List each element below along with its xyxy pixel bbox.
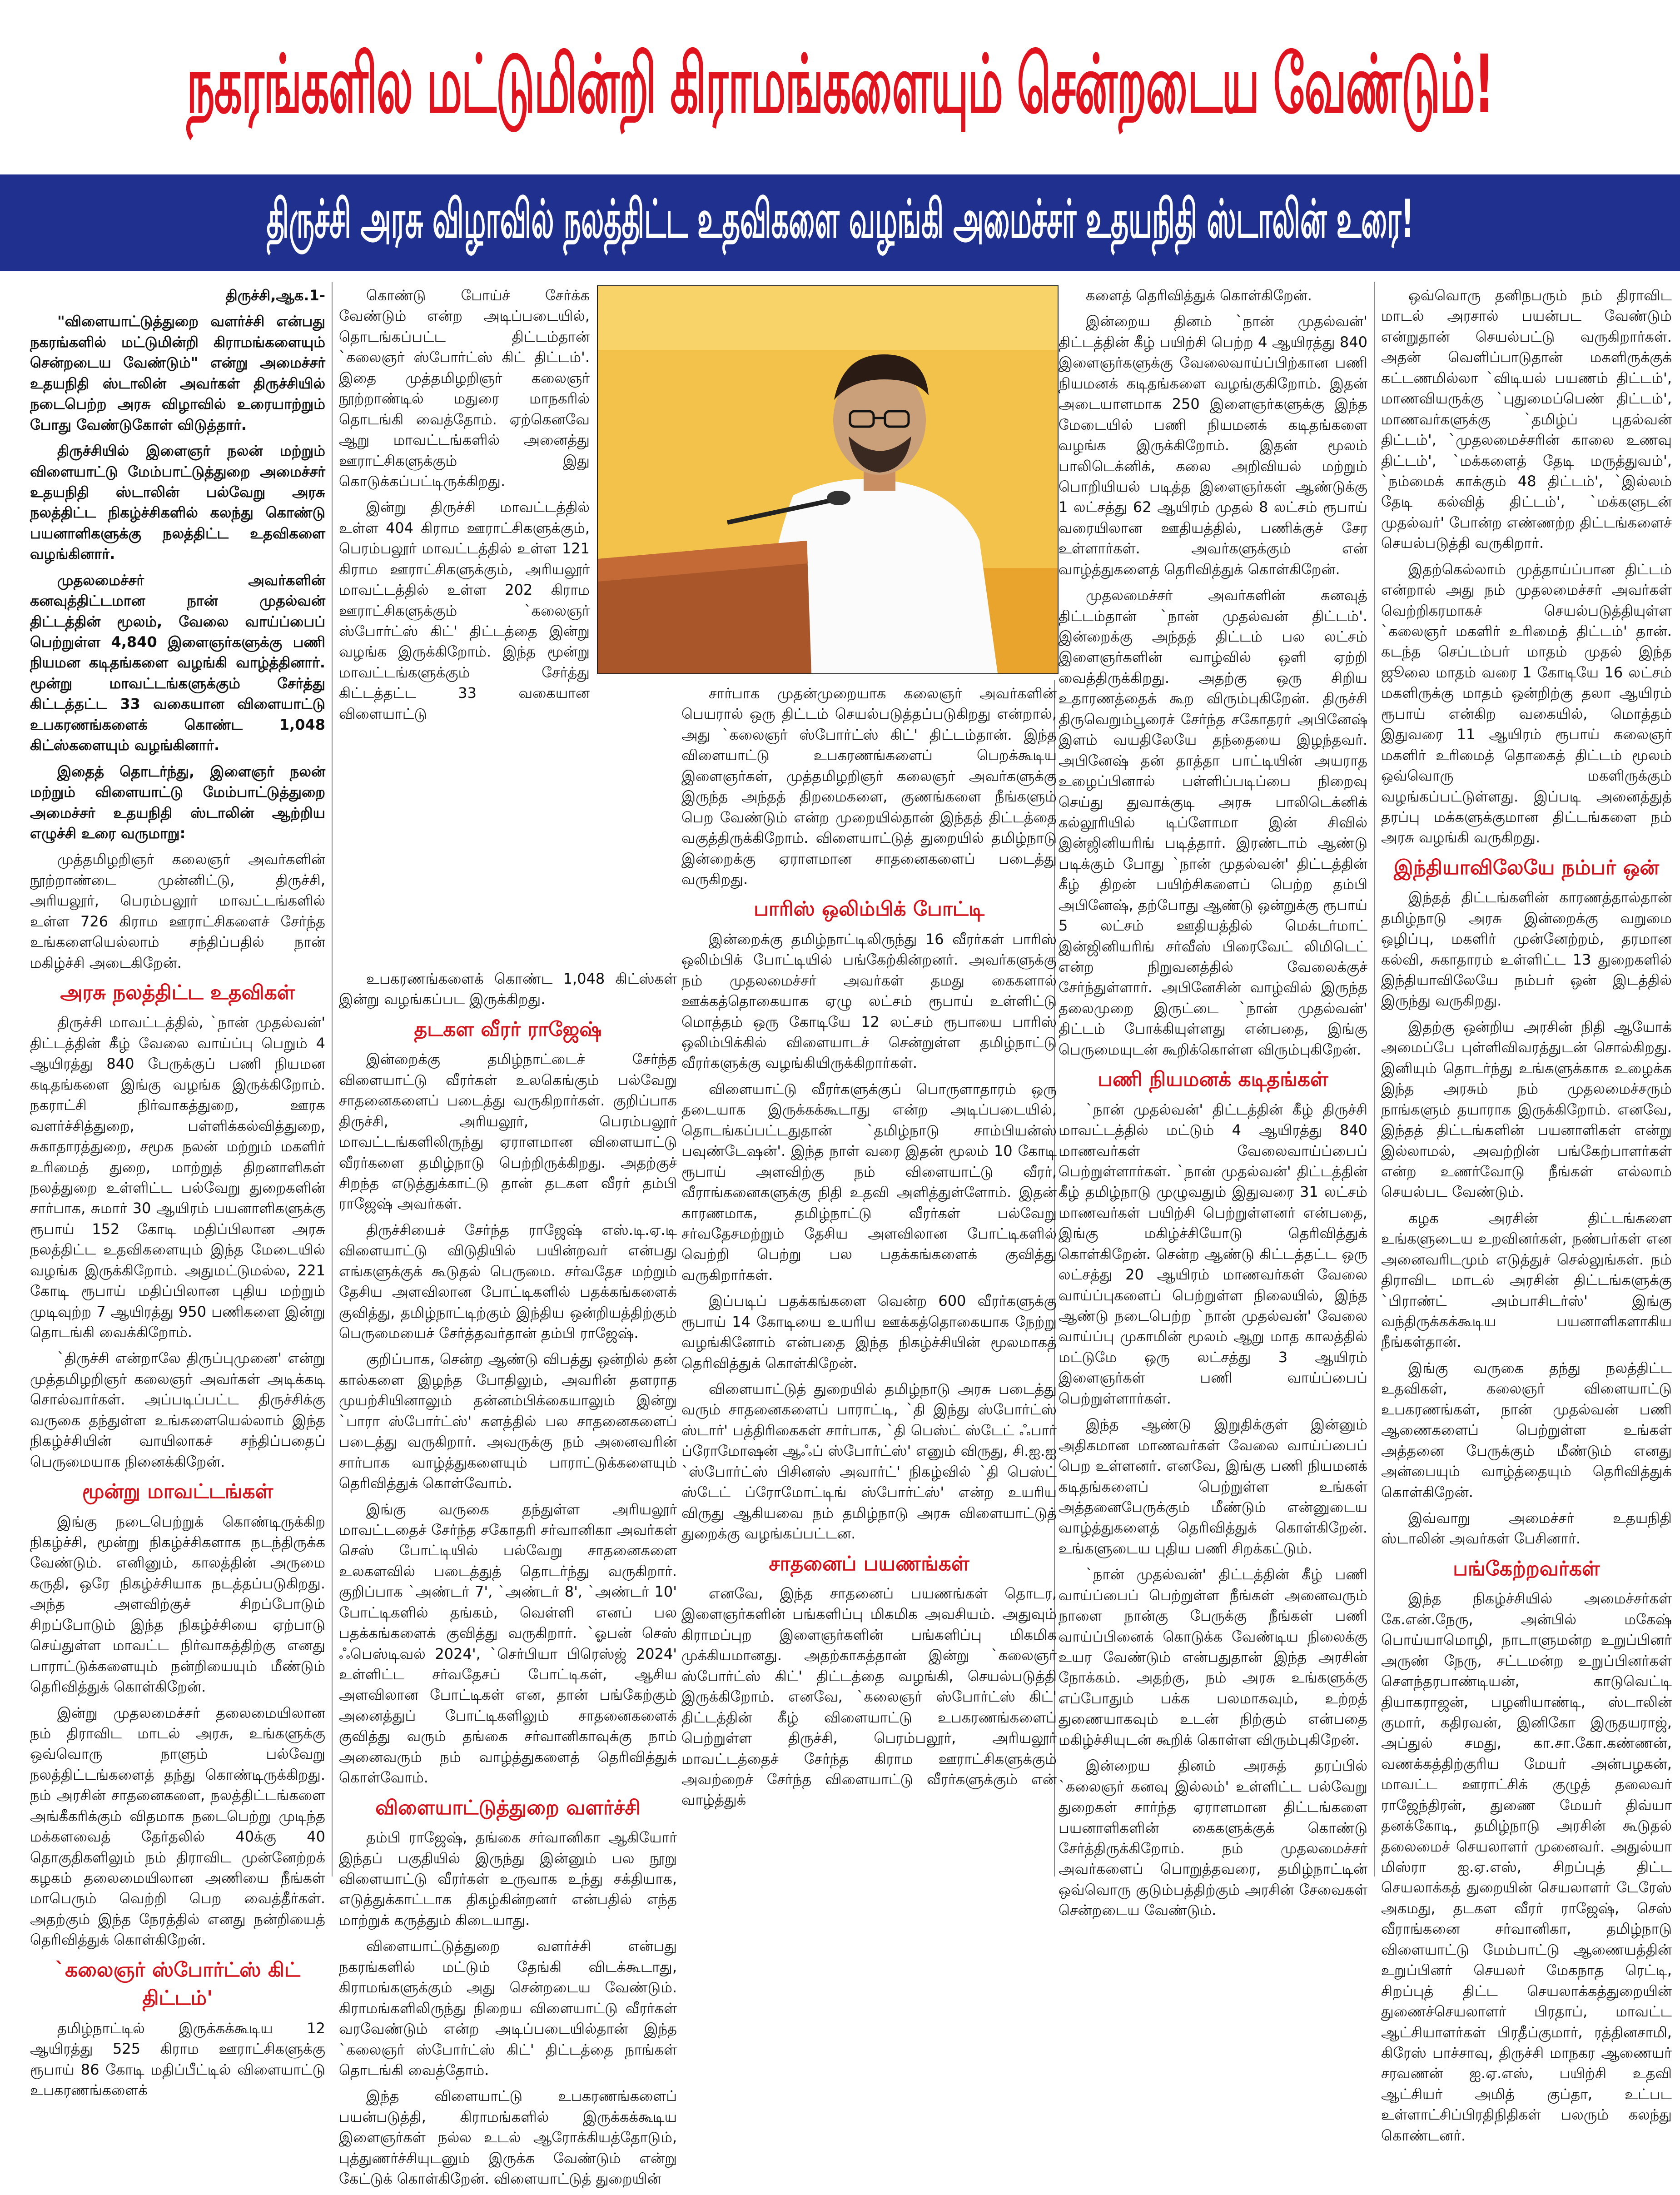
paragraph: திருச்சியில் இளைஞர் நலன் மற்றும் விளையாட்டு மேம்பாட்டுத்துறை அமைச்சர் உதயநிதி ஸ்டாலின் பல்வேறு அரசு நலத்திட்ட நிகழ்ச்சிகளில் கலந்து கொண்டு பயனாளிகளுக்கு நலத்திட்ட உதவிகளை வழங்கினார்.	[30, 442, 325, 563]
section-heading: இந்தியாவிலேயே நம்பர் ஒன்	[1393, 856, 1660, 879]
article-column-1	[30, 285, 325, 2106]
sub-headline: திருச்சி அரசு விழாவில் நலத்திட்ட உதவிகளை வழங்கி அமைச்சர் உதயநிதி ஸ்டாலின் உரை!	[266, 188, 1414, 250]
paragraph: இந்த நிகழ்ச்சியில் அமைச்சர்கள் கே.என்.நேரு, அன்பில் மகேஷ் பொய்யாமொழி, நாடாளுமன்ற உறுப்பினர் அருண் நேரு, சட்டமன்ற உறுப்பினர்கள் சௌந்தரபாண்டியன், காடுவெட்டி தியாகராஜன், பழனியாண்டி, ஸ்டாலின் குமார், கதிரவன், இனிகோ இருதயராஜ், அப்துல் சமது, கா.சா.கோ.கண்ணன், வணக்கத்திற்குரிய மேயர் அன்பழகன், மாவட்ட ஊராட்சிக் குழுத் தலைவர் ராஜேந்திரன், துணை மேயர் திவ்யா தனக்கோடி, தமிழ்நாடு அரசின் கூடுதல் தலைமைச் செயலாளர் முனைவர். அதுல்யா மிஸ்ரா ஐ.ஏ.எஸ், சிறப்புத் திட்ட செயலாக்கத் துறையின் செயலாளர் டேரேஸ் அகமது, தடகள வீரர் ராஜேஷ், செஸ் வீராங்கனை சர்வானிகா, தமிழ்நாடு விளையாட்டு மேம்பாட்டு ஆணையத்தின் உறுப்பினர் செயலர் மேகநாத ரெட்டி, சிறப்புத் திட்ட செயலாக்கத்துறையின் துணைச்செயலாளர் பிரதாப், மாவட்ட ஆட்சியாளர்கள் பிரதீப்குமார், ரத்தினசாமி, கிரேஸ் பாச்சாவு, திருச்சி மாநகர ஆணையர் சரவணன் ஐ.ஏ.எஸ், பயிற்சி உதவி ஆட்சியர் அமித் குப்தா, உட்பட உள்ளாட்சிப்பிரதிநிதிகள் பலரும் கலந்து கொண்டனர்.	[1381, 1590, 1672, 2144]
paragraph: முத்தமிழறிஞர் கலைஞர் அவர்களின் நூற்றாண்டை முன்னிட்டு, திருச்சி, அரியலூர், பெரம்பலூர் மாவட்டங்களில் உள்ள 726 கிராம ஊராட்சிகளைச் சேர்ந்த உங்களையெல்லாம் சந்திப்பதில் நான் மகிழ்ச்சி அடைகிறேன்.	[30, 851, 325, 971]
paragraph: இங்கு நடைபெற்றுக் கொண்டிருக்கிற நிகழ்ச்சி, மூன்று நிகழ்ச்சிகளாக நடந்திருக்க வேண்டும். எனினும், காலத்தின் அருமை கருதி, ஒரே நிகழ்ச்சியாக நடத்தப்படுகிறது. அந்த அளவிற்குச் சிறப்போடும் சிறப்போடும் இந்த நிகழ்ச்சியை ஏற்பாடு செய்துள்ள மாவட்ட நிர்வாகத்திற்கு எனது பாராட்டுக்களையும் நன்றியையும் மீண்டும் தெரிவித்துக் கொள்கிறேன்.	[30, 1513, 325, 1696]
paragraph: சார்பாக முதன்முறையாக கலைஞர் அவர்களின் பெயரால் ஒரு திட்டம் செயல்படுத்தப்படுகிறது என்றால், அது `கலைஞர் ஸ்போர்ட்ஸ் கிட்' திட்டம்தான். இந்த விளையாட்டு உபகரணங்களைப் பெறக்கூடிய இளைஞர்கள், முத்தமிழறிஞர் கலைஞர் அவர்களுக்கு இருந்த அந்தத் திறமைகளை, குணங்களை நீங்களும் பெற வேண்டும் என்ற முறையில்தான் இந்தத் திட்டத்தை வகுத்திருக்கிறோம். விளையாட்டுத் துறையில் தமிழ்நாடு இன்றைக்கு ஏராளமான சாதனைகளைப் படைத்து வருகிறது.	[681, 685, 1057, 888]
paragraph: இன்றைக்கு தமிழ்நாட்டிலிருந்து 16 வீரர்கள் பாரிஸ் ஒலிம்பிக் போட்டியில் பங்கேற்கின்றனர். அவர்களுக்கு நம் முதலமைச்சர் அவர்கள் தமது கைகளால் ஊக்கத்தொகையாக ஏழு லட்சம் ரூபாய் உள்ளிட்டு மொத்தம் ஒரு கோடியே 12 லட்சம் ரூபாயை பாரிஸ் ஒலிம்பிக்கில் விளையாடச் சென்றுள்ள தமிழ்நாட்டு வீரர்களுக்கு வழங்கியிருக்கிறார்கள்.	[681, 930, 1057, 1072]
speaker-photo	[597, 285, 1059, 674]
paragraph: விளையாட்டு வீரர்களுக்குப் பொருளாதாரம் ஒரு தடையாக இருக்கக்கூடாது என்ற அடிப்படையில், தொடங்கப்பட்டதுதான் `தமிழ்நாடு சாம்பியன்ஸ் பவுண்டேஷன்'. இந்த நாள் வரை இதன் மூலம் 10 கோடி ரூபாய் அளவிற்கு நம் விளையாட்டு வீரர், வீராங்கனைகளுக்கு நிதி உதவி அளித்துள்ளோம். இதன் காரணமாக, தமிழ்நாட்டு வீரர்கள் பல்வேறு சர்வதேசமற்றும் தேசிய அளவிலான போட்டிகளில் வெற்றி பெற்று பல பதக்கங்களைக் குவித்து வருகிறார்கள்.	[681, 1080, 1057, 1284]
paragraph: குறிப்பாக, சென்ற ஆண்டு விபத்து ஒன்றில் தன் கால்களை இழந்த போதிலும், அவரின் தளராத முயற்சியினாலும் தன்னம்பிக்கையாலும் இன்று `பாரா ஸ்போர்ட்ஸ்' களத்தில் பல சாதனைகளைப் படைத்து வருகிறார். அவருக்கு நம் அனைவரின் சார்பாக வாழ்த்துகளையும் பாராட்டுக்களையும் தெரிவித்துக் கொள்வோம்.	[339, 1350, 677, 1492]
paragraph: இன்றைக்கு தமிழ்நாட்டைச் சேர்ந்த விளையாட்டு வீரர்கள் உலகெங்கும் பல்வேறு சாதனைகளைப் படைத்து வருகிறார்கள். குறிப்பாக திருச்சி, அரியலூர், பெரம்பலூர் மாவட்டங்களிலிருந்து ஏராளமான விளையாட்டு வீரர்களை தமிழ்நாடு பெற்றிருக்கிறது. அதற்குச் சிறந்த எடுத்துக்காட்டு தான் தடகள வீரர் தம்பி ராஜேஷ் அவர்கள்.	[339, 1050, 677, 1213]
section-heading: பாரிஸ் ஒலிம்பிக் போட்டி	[754, 897, 984, 921]
paragraph: கழக அரசின் திட்டங்களை உங்களுடைய உறவினர்கள், நண்பர்கள் என அனைவரிடமும் எடுத்துச் செல்லுங்கள். நம் திராவிட மாடல் அரசின் திட்டங்களுக்கு `பிராண்ட் அம்பாசிடர்ஸ்' இங்கு வந்திருக்கக்கூடிய பயனாளிகளாகிய நீங்கள்தான்.	[1381, 1209, 1672, 1351]
paragraph: இங்கு வருகை தந்துள்ள அரியலூர் மாவட்டதைச் சேர்ந்த சகோதரி சர்வானிகா அவர்கள் செஸ் போட்டியில் பல்வேறு சாதனைகளை உலகளவில் படைத்துத் தொடர்ந்து வருகிறார். குறிப்பாக `அண்டர் 7', `அண்டர் 8', `அண்டர் 10' போட்டிகளில் தங்கம், வெள்ளி எனப் பல பதக்கங்களைக் குவித்து வருகிறார். `ஓபன் செஸ் ஃபெஸ்டிவல் 2024', `செர்பியா பிரெஸ்ஜ் 2024' உள்ளிட்ட சர்வதேசப் போட்டிகள், ஆசிய அளவிலான போட்டிகள் என, தான் பங்கேற்கும் அனைத்துப் போட்டிகளிலும் சாதனைகளைக் குவித்து வரும் தங்கை சர்வானிகாவுக்கு நாம் அனைவரும் நம் வாழ்த்துகளைத் தெரிவித்துக் கொள்வோம்.	[339, 1500, 677, 1787]
dateline: திருச்சி,ஆக.1-	[225, 287, 325, 304]
paragraph: `நான் முதல்வன்' திட்டத்தின் கீழ் பணி வாய்ப்பைப் பெற்றுள்ள நீங்கள் அனைவரும் நாளை நான்கு பேருக்கு நீங்கள் பணி வாய்ப்பினைக் கொடுக்க வேண்டிய நிலைக்கு உயர வேண்டும் என்பதுதான் இந்த அரசின் நோக்கம். அதற்கு, நம் அரசு உங்களுக்கு எப்போதும் பக்க பலமாகவும், உற்றத் துணையாகவும் உடன் நிற்கும் என்பதை மகிழ்ச்சியுடன் கூறிக் கொள்ள விரும்புகிறேன்.	[1059, 1566, 1367, 1748]
section-heading: `கலைஞர் ஸ்போர்ட்ஸ் கிட் திட்டம்'	[55, 1958, 300, 2010]
paragraph: இதற்கு ஒன்றிய அரசின் நிதி ஆயோக் அமைப்பே புள்ளிவிவரத்துடன் சொல்கிறது. இனியும் தொடர்ந்து உங்களுக்காக உழைக்க இந்த அரசும் நம் முதலமைச்சரும் நாங்களும் தயாராக இருக்கிறோம். எனவே, இந்தத் திட்டங்களின் பயனாளிகள் என்று இல்லாமல், அவற்றின் பங்கேற்பாளர்கள் என்ற உணர்வோடு நீங்கள் எல்லாம் செயல்பட வேண்டும்.	[1381, 1018, 1672, 1201]
paragraph: இன்று முதலமைச்சர் தலைமையிலான நம் திராவிட மாடல் அரசு, உங்களுக்கு ஒவ்வொரு நாளும் பல்வேறு நலத்திட்டங்களைத் தந்து கொண்டிருக்கிறது. நம் அரசின் சாதனைகளை, நலத்திட்டங்களை அங்கீகரிக்கும் விதமாக நடைபெற்று முடிந்த மக்களவைத் தேர்தலில் 40க்கு 40 தொகுதிகளிலும் நம் திராவிட முன்னேற்றக் கழகம் தலைமையிலான அணியை நீங்கள் மாபெரும் வெற்றி பெற வைத்தீர்கள். அதற்கும் இந்த நேரத்தில் எனது நன்றியைத் தெரிவித்துக் கொள்கிறேன்.	[30, 1704, 325, 1949]
paragraph: இன்றைய தினம் அரசுத் தரப்பில் `கலைஞர் கனவு இல்லம்' உள்ளிட்ட பல்வேறு துறைகள் சார்ந்த ஏராளமான திட்டங்களை பயனாளிகளின் கைகளுக்குக் கொண்டு சேர்த்திருக்கிறோம். நம் முதலமைச்சர் அவர்களைப் பொறுத்தவரை, தமிழ்நாட்டின் ஒவ்வொரு குடும்பத்திற்கும் அரசின் சேவைகள் சென்றடைய வேண்டும்.	[1059, 1757, 1367, 1919]
paragraph: தம்பி ராஜேஷ், தங்கை சர்வானிகா ஆகியோர் இந்தப் பகுதியில் இருந்து இன்னும் பல நூறு விளையாட்டு வீரர்கள் உருவாக உந்து சக்தியாக, எடுத்துக்காட்டாக திகழ்கின்றனர் என்பதில் எந்த மாற்றுக் கருத்தும் கிடையாது.	[339, 1829, 677, 1929]
article-column-3	[681, 683, 1057, 1816]
paragraph: இவ்வாறு அமைச்சர் உதயநிதி ஸ்டாலின் அவர்கள் பேசினார்.	[1381, 1509, 1672, 1548]
paragraph: விளையாட்டுத்துறை வளர்ச்சி என்பது நகரங்களில் மட்டும் தேங்கி விடக்கூடாது, கிராமங்களுக்கும் அது சென்றடைய வேண்டும். கிராமங்களிலிருந்து நிறைய விளையாட்டு வீரர்கள் வரவேண்டும் என்ற அடிப்படையில்தான் இந்த `கலைஞர் ஸ்போர்ட்ஸ் கிட்' திட்டத்தை நாங்கள் தொடங்கி வைத்தோம்.	[339, 1937, 677, 2079]
paragraph: எனவே, இந்த சாதனைப் பயணங்கள் தொடர, இளைஞர்களின் பங்களிப்பு மிகமிக அவசியம். அதுவும் கிராமப்புற இளைஞர்களின் பங்களிப்பு மிகமிக முக்கியமானது. அதற்காகத்தான் இன்று `கலைஞர் ஸ்போர்ட்ஸ் கிட்' திட்டத்தை வழங்கி, செயல்படுத்தி இருக்கிறோம். எனவே, `கலைஞர் ஸ்போர்ட்ஸ் கிட்' திட்டத்தின் கீழ் விளையாட்டு உபகரணங்களைப் பெற்றுள்ள திருச்சி, பெரம்பலூர், அரியலூர் மாவட்டத்தைச் சேர்ந்த கிராம ஊராட்சிகளுக்கும் அவற்றைச் சேர்ந்த விளையாட்டு வீரர்களுக்கும் என் வாழ்த்துக்	[681, 1585, 1057, 1809]
headline-banner	[0, 0, 1680, 169]
paragraph: இதற்கெல்லாம் முத்தாய்ப்பான திட்டம் என்றால் அது நம் முதலமைச்சர் அவர்கள் வெற்றிகரமாகச் செயல்படுத்தியுள்ள `கலைஞர் மகளிர் உரிமைத் திட்டம்' தான். கடந்த செப்டம்பர் மாதம் முதல் இந்த ஜூலை மாதம் வரை 1 கோடியே 16 லட்சம் மகளிருக்கு மாதம் ஒன்றிற்கு தலா ஆயிரம் ரூபாய் என்கிற வகையில், மொத்தம் இதுவரை 11 ஆயிரம் ரூபாய் கலைஞர் மகளிர் உரிமைத் தொகைத் திட்டம் மூலம் ஒவ்வொரு மகளிருக்கும் வழங்கப்பட்டுள்ளது. இப்படி அனைத்துத் தரப்பு மக்களுக்குமான திட்டங்களை நம் அரசு வழங்கி வருகிறது.	[1381, 560, 1672, 846]
paragraph: தமிழ்நாட்டில் இருக்கக்கூடிய 12 ஆயிரத்து 525 கிராம ஊராட்சிகளுக்கு ரூபாய் 86 கோடி மதிப்பீட்டில் விளையாட்டு உபகரணங்களைக்	[30, 2019, 325, 2099]
paragraph: இந்த விளையாட்டு உபகரணங்களைப் பயன்படுத்தி, கிராமங்களில் இருக்கக்கூடிய இளைஞர்கள் நல்ல உடல் ஆரோக்கியத்தோடும், புத்துணர்ச்சியுடனும் இருக்க வேண்டும் என்று கேட்டுக் கொள்கிறேன். விளையாட்டுத் துறையின்	[339, 2087, 677, 2188]
paragraph: "விளையாட்டுத்துறை வளர்ச்சி என்பது நகரங்களில் மட்டுமின்றி கிராமங்களையும் சென்றடைய வேண்டும்" என்று அமைச்சர் உதயநிதி ஸ்டாலின் அவர்கள் திருச்சியில் நடைபெற்ற அரசு விழாவில் உரையாற்றும் போது வேண்டுகோள் விடுத்தார்.	[30, 313, 325, 433]
section-heading: பணி நியமனக் கடிதங்கள்	[1098, 1068, 1328, 1091]
paragraph: `திருச்சி என்றாலே திருப்புமுனை' என்று முத்தமிழறிஞர் கலைஞர் அவர்கள் அடிக்கடி சொல்வார்கள். அப்படிப்பட்ட திருச்சிக்கு வருகை தந்துள்ள உங்களையெல்லாம் இந்த நிகழ்ச்சியின் வாயிலாகச் சந்திப்பதைப் பெருமையாக நினைக்கிறேன்.	[30, 1349, 325, 1470]
paragraph: இன்றைய தினம் `நான் முதல்வன்' திட்டத்தின் கீழ் பயிற்சி பெற்ற 4 ஆயிரத்து 840 இளைஞர்களுக்கு வேலைவாய்ப்பிற்கான பணி நியமனக் கடிதங்களை வழங்குகிறோம். இதன் அடையாளமாக 250 இளைஞர்களுக்கு இந்த மேடையில் பணி நியமனக் கடிதங்களை வழங்க இருக்கிறோம். இதன் மூலம் பாலிடெக்னிக், கலை அறிவியல் மற்றும் பொறியியல் படித்த இளைஞர்கள் ஆண்டுக்கு 1 லட்சத்து 62 ஆயிரம் முதல் 8 லட்சம் ரூபாய் வரையிலான ஊதியத்தில், பணிக்குச் சேர உள்ளார்கள். அவர்களுக்கும் என் வாழ்த்துகளைத் தெரிவித்துக் கொள்கிறேன்.	[1059, 313, 1367, 578]
paragraph: முதலமைச்சர் அவர்களின் கனவுத்திட்டமான நான் முதல்வன் திட்டத்தின் மூலம், வேலை வாய்ப்பைப் பெற்றுள்ள 4,840 இளைஞர்களுக்கு பணி நியமன கடிதங்களை வழங்கி வாழ்த்தினார். மூன்று மாவட்டங்களுக்கும் சேர்த்து கிட்டத்தட்ட 33 வகையான விளையாட்டு உபகரணங்களைக் கொண்ட 1,048 கிட்ஸ்களையும் வழங்கினார்.	[30, 571, 325, 754]
paragraph: இந்த ஆண்டு இறுதிக்குள் இன்னும் அதிகமான மாணவர்கள் வேலை வாய்ப்பைப் பெற உள்ளனர். எனவே, இங்கு பணி நியமனக் கடிதங்களைப் பெற்றுள்ள உங்கள் அத்தனைபேருக்கும் மீண்டும் என்னுடைய வாழ்த்துகளைத் தெரிவித்துக் கொள்கிறேன். உங்களுடைய புதிய பணி சிறக்கட்டும்.	[1059, 1416, 1367, 1557]
section-heading: சாதனைப் பயணங்கள்	[769, 1552, 969, 1575]
paragraph: உபகரணங்களைக் கொண்ட 1,048 கிட்ஸ்கள் இன்று வழங்கப்பட இருக்கிறது.	[339, 970, 677, 1008]
section-heading: தடகள வீரர் ராஜேஷ்	[414, 1017, 602, 1041]
subheadline-bar	[0, 174, 1680, 271]
paragraph: களைத் தெரிவித்துக் கொள்கிறேன்.	[1086, 287, 1312, 304]
speaker-at-podium-illustration	[598, 286, 1058, 673]
paragraph: திருச்சி மாவட்டத்தில், `நான் முதல்வன்' திட்டத்தின் கீழ் வேலை வாய்ப்பு பெறும் 4 ஆயிரத்து 840 பேருக்குப் பணி நியமன கடிதங்களை இங்கு வழங்க இருக்கிறோம். நகராட்சி நிர்வாகத்துறை, ஊரக வளர்ச்சித்துறை, பள்ளிக்கல்வித்துறை, சுகாதாரத்துறை, சமூக நலன் மற்றும் மகளிர் உரிமைத் துறை, மாற்றுத் திறனாளிகள் நலத்துறை உள்ளிட்ட பல்வேறு துறைகளின் சார்பாக, சுமார் 30 ஆயிரம் பயனாளிகளுக்கு ரூபாய் 152 கோடி மதிப்பிலான அரசு நலத்திட்ட உதவிகளையும் இந்த மேடையில் வழங்க இருக்கிறோம். அதுமட்டுமல்ல, 221 கோடி ரூபாய் மதிப்பிலான புதிய மற்றும் முடிவுற்ற 7 ஆயிரத்து 950 பணிகளை இன்று தொடங்கி வைக்கிறோம்.	[30, 1014, 325, 1341]
paragraph: இங்கு வருகை தந்து நலத்திட்ட உதவிகள், கலைஞர் விளையாட்டு உபகரணங்கள், நான் முதல்வன் பணி ஆணைகளைப் பெற்றுள்ள உங்கள் அத்தனை பேருக்கும் மீண்டும் எனது அன்பையும் வாழ்த்தையும் தெரிவித்துக் கொள்கிறேன்.	[1381, 1359, 1672, 1501]
paragraph: முதலமைச்சர் அவர்களின் கனவுத் திட்டம்தான் `நான் முதல்வன் திட்டம்'. இன்றைக்கு அந்தத் திட்டம் பல லட்சம் இளைஞர்களின் வாழ்வில் ஒளி ஏற்றி வைத்திருக்கிறது. அதற்கு ஒரு சிறிய உதாரணத்தைக் கூற விரும்புகிறேன். திருச்சி திருவெறும்பூரைச் சேர்ந்த சகோதரர் அபினேஷ் இளம் வயதிலேயே தந்தையை இழந்தவர். அபினேஷ் தன் தாத்தா பாட்டியின் அயராத உழைப்பினால் பள்ளிப்படிப்பை நிறைவு செய்து துவாக்குடி அரசு பாலிடெக்னிக் கல்லூரியில் டிப்ளோமா இன் சிவில் இன்ஜினியரிங் படித்தார். இரண்டாம் ஆண்டு படிக்கும் போது `நான் முதல்வன்' திட்டத்தின் கீழ் திறன் பயிற்சிகளைப் பெற்ற தம்பி அபினேஷ், தற்போது ஆண்டு ஒன்றுக்கு ரூபாய் 5 லட்சம் ஊதியத்தில் மெக்டர்மாட் இன்ஜினியரிங் சர்வீஸ் பிரைவேட் லிமிடெட் என்ற நிறுவனத்தில் வேலைக்குச் சேர்ந்துள்ளார். அபினேசின் வாழ்வில் இருந்த தலைமுறை இருட்டை `நான் முதல்வன்' திட்டம் போக்கியுள்ளது என்பதை, இங்கு பெருமையுடன் கூறிக்கொள்ள விரும்புகிறேன்.	[1059, 587, 1367, 1058]
article-column-4	[1059, 285, 1367, 1926]
article-column-5	[1381, 285, 1672, 2151]
paragraph: ஒவ்வொரு தனிநபரும் நம் திராவிட மாடல் அரசால் பயன்பட வேண்டும் என்றுதான் செயல்பட்டு வருகிறார்கள். அதன் வெளிப்பாடுதான் மகளிருக்குக் கட்டணமில்லா `விடியல் பயணம் திட்டம்', மாணவியருக்கு `புதுமைப்பெண் திட்டம்', மாணவர்களுக்கு `தமிழ்ப் புதல்வன் திட்டம்', `முதலமைச்சரின் காலை உணவு திட்டம்', `மக்களைத் தேடி மருத்துவம்', `நம்மைக் காக்கும் 48 திட்டம்', `இல்லம் தேடி கல்வித் திட்டம்', `மக்களுடன் முதல்வர்' போன்ற எண்ணற்ற திட்டங்களைச் செயல்படுத்தி வருகிறார்.	[1381, 287, 1672, 552]
paragraph: விளையாட்டுத் துறையில் தமிழ்நாடு அரசு படைத்து வரும் சாதனைகளைப் பாராட்டி, `தி இந்து ஸ்போர்ட்ஸ் ஸ்டார்' பத்திரிகைகள் சார்பாக, `தி பெஸ்ட் ஸ்டேட் ஃபார் ப்ரோமோஷன் ஆஃப் ஸ்போர்ட்ஸ்' எனும் விருது, சி.ஐ.ஐ `ஸ்போர்ட்ஸ் பிசினஸ் அவார்ட்' நிகழ்வில் `தி பெஸ்ட் ஸ்டேட் ப்ரோமோட்டிங் ஸ்போர்ட்ஸ்' என்ற உயரிய விருது ஆகியவை நம் தமிழ்நாடு அரசு விளையாட்டுத் துறைக்கு வழங்கப்பட்டன.	[681, 1380, 1057, 1543]
column-rule	[332, 282, 333, 1876]
paragraph: இப்படிப் பதக்கங்களை வென்ற 600 வீரர்களுக்கு ரூபாய் 14 கோடியை உயரிய ஊக்கத்தொகையாக நேற்று வழங்கினோம் என்பதை இந்த நிகழ்ச்சியின் மூலமாகத் தெரிவித்துக் கொள்கிறேன்.	[681, 1292, 1057, 1372]
paragraph: இன்று திருச்சி மாவட்டத்தில் உள்ள 404 கிராம ஊராட்சிகளுக்கும், பெரம்பலூர் மாவட்டத்தில் உள்ள 121 கிராம ஊராட்சிகளுக்கும், அரியலூர் மாவட்டத்தில் உள்ள 202 கிராம ஊராட்சிகளுக்கும் `கலைஞர் ஸ்போர்ட்ஸ் கிட்' திட்டத்தை இன்று வழங்க இருக்கிறோம். இந்த மூன்று மாவட்டங்களுக்கும் சேர்த்து கிட்டத்தட்ட 33 வகையான விளையாட்டு	[339, 498, 590, 722]
paragraph: கொண்டு போய்ச் சேர்க்க வேண்டும் என்ற அடிப்படையில், தொடங்கப்பட்ட திட்டம்தான் `கலைஞர் ஸ்போர்ட்ஸ் கிட் திட்டம்'. இதை முத்தமிழறிஞர் கலைஞர் நூற்றாண்டில் மதுரை மாநகரில் தொடங்கி வைத்தோம். ஏற்கெனவே ஆறு மாவட்டங்களில் அனைத்து ஊராட்சிகளுக்கும் இது கொடுக்கப்பட்டிருக்கிறது.	[339, 287, 590, 490]
paragraph: `நான் முதல்வன்' திட்டத்தின் கீழ் திருச்சி மாவட்டத்தில் மட்டும் 4 ஆயிரத்து 840 மாணவர்கள் வேலைவாய்ப்பைப் பெற்றுள்ளார்கள். `நான் முதல்வன்' திட்டத்தின் கீழ் தமிழ்நாடு முழுவதும் இதுவரை 31 லட்சம் மாணவர்கள் பயிற்சி பெற்றுள்ளனர் என்பதை, இங்கு மகிழ்ச்சியோடு தெரிவித்துக் கொள்கிறேன். சென்ற ஆண்டு கிட்டத்தட்ட ஒரு லட்சத்து 20 ஆயிரம் மாணவர்கள் வேலை வாய்ப்புகளைப் பெற்றுள்ள நிலையில், இந்த ஆண்டு நடைபெற்ற `நான் முதல்வன்' வேலை வாய்ப்பு முகாமின் மூலம் ஆறு மாத காலத்தில் மட்டுமே ஒரு லட்சத்து 3 ஆயிரம் இளைஞர்கள் பணி வாய்ப்பைப் பெற்றுள்ளார்கள்.	[1059, 1100, 1367, 1407]
main-headline: நகரங்களில மட்டுமின்றி கிராமங்களையும் சென்றடைய வேண்டும்!	[186, 37, 1494, 131]
column-rule	[1374, 282, 1375, 1876]
paragraph: திருச்சியைச் சேர்ந்த ராஜேஷ் எஸ்.டி.ஏ.டி விளையாட்டு விடுதியில் பயின்றவர் என்பது எங்களுக்குக் கூடுதல் பெருமை. சர்வதேச மற்றும் தேசிய அளவிலான போட்டிகளில் பதக்கங்களைக் குவித்து, தமிழ்நாட்டிற்கும் இந்திய ஒன்றியத்திற்கும் பெருமையைச் சேர்த்தவர்தான் தம்பி ராஜேஷ்.	[339, 1221, 677, 1342]
section-heading: பங்கேற்றவர்கள்	[1453, 1557, 1600, 1580]
section-heading: மூன்று மாவட்டங்கள்	[82, 1480, 273, 1503]
paragraph: இந்தத் திட்டங்களின் காரணத்தால்தான் தமிழ்நாடு அரசு இன்றைக்கு வறுமை ஒழிப்பு, மகளிர் முன்னேற்றம், தரமான கல்வி, சுகாதாரம் உள்ளிட்ட 13 துறைகளில் இந்தியாவிலேயே நம்பர் ஒன் இடத்தில் இருந்து வருகிறது.	[1381, 889, 1672, 1010]
paragraph: இதைத் தொடர்ந்து, இளைஞர் நலன் மற்றும் விளையாட்டு மேம்பாட்டுத்துறை அமைச்சர் உதயநிதி ஸ்டாலின் ஆற்றிய எழுச்சி உரை வருமாறு:	[30, 762, 325, 842]
section-heading: விளையாட்டுத்துறை வளர்ச்சி	[375, 1796, 641, 1819]
section-heading: அரசு நலத்திட்ட உதவிகள்	[60, 981, 295, 1004]
